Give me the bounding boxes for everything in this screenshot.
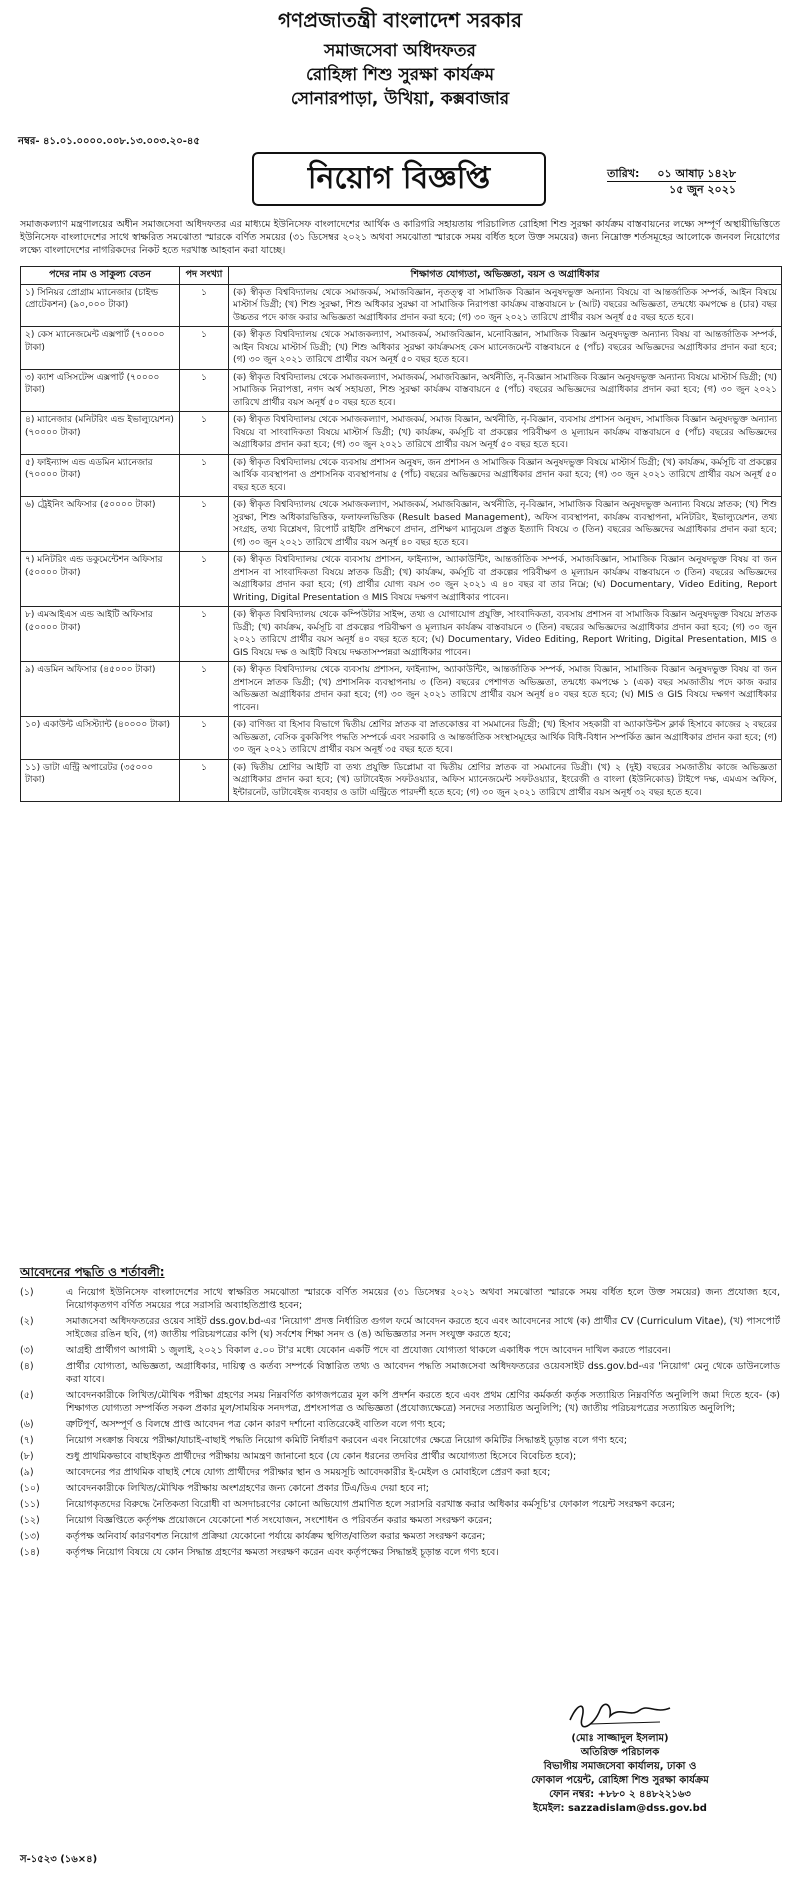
table-row	[21, 454, 782, 497]
ad-reference: স-১৫২৩ (১৬×৪)	[20, 1854, 98, 1865]
condition-number: (২)	[20, 1316, 34, 1327]
post-name: ৩) ক্যাশ এসিসটেন্স এক্সপার্ট (৭০০০০ টাকা)	[21, 369, 180, 412]
condition-text: কর্তৃপক্ষ অনিবার্য কারণবশত নিয়োগ প্রক্রিয়া যেকোনো পর্যায়ে কার্যক্রম স্থগিত/বাতিল করার ক্ষমতা সংরক্ষণ করেন;	[66, 1531, 486, 1542]
list-item	[20, 1360, 780, 1386]
post-name: ১) সিনিয়র প্রোগ্রাম ম্যানেজার (চাইল্ড প্রোটেকশন) (৯০,০০০ টাকা)	[21, 284, 180, 327]
list-item	[20, 1546, 780, 1559]
table-row	[21, 662, 782, 717]
post-count: ১	[180, 717, 229, 760]
condition-text: কর্তৃপক্ষ নিয়োগ বিষয়ে যে কোন সিদ্ধান্ত গ্রহণের ক্ষমতা সংরক্ষণ করেন এবং কর্তৃপক্ষের সিদ্ধান্তই চূড়ান্ত বলে গণ্য হবে।	[66, 1547, 499, 1558]
condition-number: (৬)	[20, 1419, 34, 1430]
date-label: তারিখ:	[607, 167, 640, 180]
post-description: (ক) স্বীকৃত বিশ্ববিদ্যালয় থেকে ব্যবসায় প্রশাসন অনুষদ, জন প্রশাসন ও সামাজিক বিজ্ঞান অনুষদভুক্ত বিষয়ে মাস্টার্স ডিগ্রী; (খ) কার্যক্রম, কর্মসূচি বা প্রকল্পের আর্থিক ব্যবস্থাপনা ও প্রশাসনিক ব্যবস্থাপনায় ৫ (পাঁচ) বছরের অভিজ্ঞদের অগ্রাধিকার প্রদান করা হবে; (গ) ৩০ জুন ২০২১ তারিখে প্রার্থীর বয়স অনূর্ধ ৫০ বছর হতে হবে।	[229, 454, 782, 497]
post-name: ৪) ম্যানেজার (মনিটরিং এন্ড ইভাল্যুয়েশন) (৭০০০০ টাকা)	[21, 412, 180, 455]
condition-number: (৯)	[20, 1467, 34, 1478]
date-english: ১৫ জুন ২০২১	[607, 181, 736, 197]
govt-name: গণপ্রজাতন্ত্রী বাংলাদেশ সরকার	[278, 8, 522, 32]
date-bangla: ০১ আষাঢ় ১৪২৮	[657, 167, 736, 180]
post-description: (ক) স্বীকৃত বিশ্ববিদ্যালয় থেকে সমাজকর্ম, সমাজবিজ্ঞান, নৃতত্ত্ব বা সামাজিক বিজ্ঞান অনুষদভুক্ত অন্যান্য বিষয়ে বা আন্তর্জাতিক সম্পর্ক, আইন বিষয়ে মাস্টার্স ডিগ্রী; (খ) শিশু সুরক্ষা, শিশু অধিকার সুরক্ষা বা সামাজিক নিরাপত্তা কার্যক্রম বাস্তবায়নে ৮ (আট) বছরের অভিজ্ঞতা, তন্মধ্যে কমপক্ষে ৪ (চার) বছর উচ্চতর পদে কাজ করার অভিজ্ঞতা অগ্রাধিকার প্রদান করা হবে; (গ) ৩০ জুন ২০২১ তারিখে প্রার্থীর বয়স অনূর্ধ ৫৫ বছর হতে হবে।	[229, 284, 782, 327]
list-item	[20, 1344, 780, 1357]
signatory-phone: ফোন নম্বর: +৮৮০ ২ ৪৪৮২২১৬৩	[549, 1789, 691, 1800]
list-item	[20, 1498, 780, 1511]
condition-number: (৮)	[20, 1451, 34, 1462]
post-count: ১	[180, 284, 229, 327]
col-header-count: পদ সংখ্যা	[180, 267, 229, 285]
post-name: ৬) ট্রেইনিং অফিসার (৫০০০০ টাকা)	[21, 497, 180, 552]
post-description: (ক) স্বীকৃত বিশ্ববিদ্যালয় থেকে কম্পিউটার সাইন্স, তথ্য ও যোগাযোগ প্রযুক্তি, সাংবাদিকতা, ব্যবসায় প্রশাসন বা সামাজিক বিজ্ঞান অনুষদভুক্ত বিষয়ে স্নাতক ডিগ্রী; (খ) কার্যক্রম, কর্মসূচি বা প্রকল্পের পরিবীক্ষণ ও মূল্যায়ন কার্যক্রম বাস্তবায়নে ৩ (তিন) বছরের অভিজ্ঞদের অগ্রাধিকার প্রদান করা হবে; (গ) ৩০ জুন ২০২১ তারিখে প্রার্থীর বয়স অনূর্ধ ৪০ বছর হতে হবে; (ঘ) Documentary, Video Editing, Report Writing, Digital Presentation, MIS ও GIS বিষয়ে দক্ষ ও আইটি বিষয়ে দক্ষতাসম্পন্নরা অগ্রাধিকার পাবেন।	[229, 607, 782, 662]
conditions-list	[20, 1286, 780, 1562]
post-description: (ক) বাণিজ্য বা হিসাব বিভাগে দ্বিতীয় শ্রেণির স্নাতক বা স্নাতকোত্তর বা সমমানের ডিগ্রী; (খ) হিসাব সহকারী বা অ্যাকাউন্টস ক্লার্ক হিসাবে কাজের ২ বছরের অভিজ্ঞতা, বেসিক বুককিপিং পদ্ধতি সম্পর্কে এবং সরকারি ও আন্তর্জাতিক সংস্থাসমূহের আর্থিক বিধি-বিধান সম্পর্কিত জ্ঞান অগ্রাধিকার প্রদান করা হবে; (গ) ৩০ জুন ২০২১ তারিখে প্রার্থীর বয়স অনূর্ধ ৩৫ বছর হতে হবে।	[229, 717, 782, 760]
table-row	[21, 759, 782, 802]
condition-number: (৫)	[20, 1390, 34, 1401]
letterhead	[0, 6, 800, 111]
table-row	[21, 552, 782, 607]
list-item	[20, 1434, 780, 1447]
signatory-name: (মোঃ সাজ্জাদুল ইসলাম)	[571, 1733, 669, 1744]
office-address: সোনারপাড়া, উখিয়া, কক্সবাজার	[290, 89, 510, 109]
condition-text: নিয়োগকৃতদের বিরুদ্ধে নৈতিকতা বিরোধী বা অসদাচরণের কোনো অভিযোগ প্রমাণিত হলে সরাসরি বরখাস্ত করার অধিকার কর্মসূচি'র ফোকাল পয়েন্ট সংরক্ষণ করেন;	[66, 1499, 675, 1510]
post-name: ১০) একাউন্ট এসিস্ট্যান্ট (৪০০০০ টাকা)	[21, 717, 180, 760]
condition-text: শুধু প্রাথমিকভাবে বাছাইকৃত প্রার্থীদের পরীক্ষায় আমন্ত্রণ জানানো হবে (যে কোন ধরনের তদবির প্রার্থীর অযোগ্যতা হিসেবে বিবেচিত হবে);	[66, 1451, 577, 1462]
handwritten-signature	[560, 1696, 680, 1730]
post-name: ১১) ডাটা এন্ট্রি অপারেটর (৩৫০০০ টাকা)	[21, 759, 180, 802]
condition-number: (১২)	[20, 1515, 40, 1526]
department-name: সমাজসেবা অধিদফতর	[324, 41, 476, 61]
condition-text: প্রার্থীর যোগ্যতা, অভিজ্ঞতা, অগ্রাধিকার, দায়িত্ব ও কর্তব্য সম্পর্কে বিস্তারিত তথ্য ও আবেদন পদ্ধতি সমাজসেবা অধিদফতরের ওয়েবসাইট dss.gov.bd-এর 'নিয়োগ' মেনু থেকে ডাউনলোড করা যাবে।	[66, 1361, 780, 1385]
program-name: রোহিঙ্গা শিশু সুরক্ষা কার্যক্রম	[305, 65, 495, 85]
list-item	[20, 1389, 780, 1415]
condition-number: (১)	[20, 1287, 34, 1298]
intro-paragraph: সমাজকল্যাণ মন্ত্রণালয়ের অধীন সমাজসেবা অধিদফতর এর মাধ্যমে ইউনিসেফ বাংলাদেশের আর্থিক ও কারিগরি সহায়তায় পরিচালিত রোহিঙ্গা শিশু সুরক্ষা কার্যক্রম বাস্তবায়নের লক্ষ্যে সম্পূর্ণ অস্থায়ীভিত্তিতে ইউনিসেফ বাংলাদেশের সাথে স্বাক্ষরিত সমঝোতা স্মারকে বর্ণিত সময়ের (৩১ ডিসেম্বর ২০২১ অথবা সমঝোতা স্মারকে সময় বর্ধিত হলে উক্ত সময়ের) জন্য নিম্নোক্ত শর্তসমূহের আলোকে জনবল নিয়োগের লক্ষ্যে বাংলাদেশের নাগরিকদের নিকট হতে দরখাস্ত আহবান করা যাচ্ছে।	[20, 219, 780, 256]
signatory-designation: অতিরিক্ত পরিচালক	[580, 1747, 660, 1758]
post-name: ৫) ফাইন্যান্স এন্ড এডমিন ম্যানেজার (৭০০০০ টাকা)	[21, 454, 180, 497]
post-count: ১	[180, 412, 229, 455]
conditions-heading: আবেদনের পদ্ধতি ও শর্তাবলী:	[20, 1265, 165, 1279]
list-item	[20, 1482, 780, 1495]
post-count: ১	[180, 552, 229, 607]
condition-number: (১০)	[20, 1483, 40, 1494]
signature-block	[470, 1696, 770, 1816]
post-name: ২) কেস ম্যানেজমেন্ট এক্সপার্ট (৭০০০০ টাকা)	[21, 327, 180, 370]
condition-number: (৪)	[20, 1361, 34, 1372]
table-row	[21, 497, 782, 552]
table-row	[21, 327, 782, 370]
post-count: ১	[180, 759, 229, 802]
col-header-qualification: শিক্ষাগত যোগ্যতা, অভিজ্ঞতা, বয়স ও অগ্রাধিকার	[229, 267, 782, 285]
list-item	[20, 1450, 780, 1463]
post-count: ১	[180, 327, 229, 370]
table-row	[21, 607, 782, 662]
condition-text: নিয়োগ সংক্রান্ত বিষয়ে পরীক্ষা/যাচাই-বাছাই পদ্ধতি নিয়োগ কমিটি নির্ধারণ করবেন এবং নিয়োগের ক্ষেত্রে নিয়োগ কমিটির সিদ্ধান্তই চূড়ান্ত বলে গণ্য হবে;	[66, 1435, 628, 1446]
table-header-row	[21, 267, 782, 285]
post-description: (ক) স্বীকৃত বিশ্ববিদ্যালয় থেকে ব্যবসায় প্রশাসন, ফাইন্যান্স, অ্যাকাউন্টিং, আন্তর্জাতিক সম্পর্ক, সমাজবিজ্ঞান, সামাজিক বিজ্ঞান অনুষদভুক্ত বিষয় বা জন প্রশাসন বা সাংবাদিকতা বিষয়ে স্নাতক ডিগ্রী; (খ) কার্যক্রম, কর্মসূচি বা প্রকল্পের পরিবীক্ষণ ও মূল্যায়ন কার্যক্রম বাস্তবায়নে ৩ (তিন) বছরের অভিজ্ঞদের অগ্রাধিকার প্রদান করা হবে; (গ) প্রার্থীর যোগ্য বয়স ৩০ জুন ২০২১ এ ৪০ বছর বা তার নিম্নে; (ঘ) Documentary, Video Editing, Report Writing, Digital Presentation ও MIS বিষয়ে দক্ষগণ অগ্রাধিকার পাবেন।	[229, 552, 782, 607]
posts-table	[20, 266, 782, 802]
post-name: ৯) এডমিন অফিসার (৪৫০০০ টাকা)	[21, 662, 180, 717]
col-header-post: পদের নাম ও সাকুল্য বেতন	[21, 267, 180, 285]
condition-text: নিয়োগ বিজ্ঞপ্তিতে কর্তৃপক্ষ প্রয়োজনে যেকোনো শর্ত সংযোজন, সংশোধন ও পরিবর্তন করার ক্ষমতা সংরক্ষণ করেন;	[66, 1515, 493, 1526]
table-row	[21, 717, 782, 760]
condition-number: (৩)	[20, 1345, 34, 1356]
list-item	[20, 1418, 780, 1431]
signatory-role: ফোকাল পয়েন্ট, রোহিঙ্গা শিশু সুরক্ষা কার্যক্রম	[531, 1775, 709, 1786]
condition-text: আবেদনের পর প্রাথমিক বাছাই শেষে যোগ্য প্রার্থীদের পরীক্ষার স্থান ও সময়সূচি আবেদকারীর ই-মেইল ও মোবাইলে প্রেরণ করা হবে;	[66, 1467, 551, 1478]
notice-date	[607, 166, 736, 197]
post-name: ৮) এমআইএস এন্ড আইটি অফিসার (৫০০০০ টাকা)	[21, 607, 180, 662]
condition-number: (৭)	[20, 1435, 34, 1446]
post-description: (ক) স্বীকৃত বিশ্ববিদ্যালয় থেকে সমাজকল্যাণ, সমাজকর্ম, সমাজবিজ্ঞান, মনোবিজ্ঞান, সামাজিক বিজ্ঞান অনুষদভুক্ত অন্যান্য বিষয় বা আন্তর্জাতিক সম্পর্ক, আইন বিষয়ে মাস্টার্স ডিগ্রী; (খ) শিশু অধিকার সুরক্ষা কার্যক্রমসহ কেস ম্যানেজমেন্ট বাস্তবায়নে ৫ (পাঁচ) বছরের অভিজ্ঞদের অগ্রাধিকার প্রদান করা হবে; (গ) ৩০ জুন ২০২১ তারিখে প্রার্থীর বয়স অনূর্ধ ৫০ বছর হতে হবে।	[229, 327, 782, 370]
list-item	[20, 1315, 780, 1341]
condition-text: এ নিয়োগ ইউনিসেফ বাংলাদেশের সাথে স্বাক্ষরিত সমঝোতা স্মারকে বর্ণিত সময়ের (৩১ ডিসেম্বর ২০২১ অথবা সমঝোতা স্মারকে সময় বর্ধিত হলে উক্ত সময়ের) জন্য প্রযোজ্য হবে, নিয়োগকৃতগণ বর্ণিত সময়ের পরে সরাসরি অব্যাহতিপ্রাপ্ত হবেন;	[66, 1287, 780, 1311]
table-row	[21, 284, 782, 327]
post-description: (ক) দ্বিতীয় শ্রেণির আইটি বা তথ্য প্রযুক্তি ডিপ্লোমা বা দ্বিতীয় শ্রেণির স্নাতক বা সমমানের ডিগ্রী। (খ) ২ (দুই) বছরের সমজাতীয় কাজে অভিজ্ঞতা অগ্রাধিকার প্রদান করা হবে; (খ) ডাটাবেইজ সফটওয়্যার, অফিস ম্যানেজমেন্ট সফটওয়্যার, ইংরেজী ও বাংলা (ইউনিকোড) টাইপে দক্ষ, এমএস অফিস, ইন্টারনেট, ডাটাবেইজ ব্যবহার ও ডাটা এন্ট্রিতে পারদর্শী হতে হবে; (গ) ৩০ জুন ২০২১ তারিখে প্রার্থীর বয়স অনূর্ধ ৩২ বছর হতে হবে।	[229, 759, 782, 802]
post-count: ১	[180, 662, 229, 717]
signatory-email: ইমেইল: sazzadislam@dss.gov.bd	[533, 1803, 707, 1814]
list-item	[20, 1514, 780, 1527]
condition-text: ত্রুটিপূর্ণ, অসম্পূর্ণ ও বিলম্বে প্রাপ্ত আবেদন পত্র কোন কারণ দর্শানো ব্যতিরেকেই বাতিল বলে গণ্য হবে;	[66, 1419, 446, 1430]
list-item	[20, 1466, 780, 1479]
post-name: ৭) মনিটরিং এন্ড ডকুমেন্টেশন অফিসার (৫০০০০ টাকা)	[21, 552, 180, 607]
post-count: ১	[180, 607, 229, 662]
post-count: ১	[180, 369, 229, 412]
post-count: ১	[180, 454, 229, 497]
post-description: (ক) স্বীকৃত বিশ্ববিদ্যালয় থেকে সমাজকল্যাণ, সমাজকর্ম, সমাজবিজ্ঞান, অর্থনীতি, নৃ-বিজ্ঞান সামাজিক বিজ্ঞান অনুষদভুক্ত অন্যান্য বিষয়ে মাস্টার্স ডিগ্রী; (খ) সামাজিক নিরাপত্তা, নগদ অর্থ সহায়তা, শিশু সুরক্ষা কার্যক্রম বাস্তবায়নে ৫ (পাঁচ) বছরের অভিজ্ঞদের অগ্রাধিকার প্রদান করা হবে; (গ) ৩০ জুন ২০২১ তারিখে প্রার্থীর বয়স অনূর্ধ ৫০ বছর হতে হবে।	[229, 369, 782, 412]
condition-number: (১৩)	[20, 1531, 40, 1542]
list-item	[20, 1286, 780, 1312]
condition-text: আগ্রহী প্রার্থীগণ আগামী ১ জুলাই, ২০২১ বিকাল ৫.০০ টা'র মধ্যে যেকোন একটি পদে বা প্রযোজ্য যোগ্যতা থাকলে একাধিক পদে আবেদন দাখিল করতে পারবেন।	[66, 1345, 671, 1356]
post-description: (ক) স্বীকৃত বিশ্ববিদ্যালয় থেকে সমাজকল্যাণ, সমাজকর্ম, সমাজ বিজ্ঞান, অর্থনীতি, নৃ-বিজ্ঞান, ব্যবসায় প্রশাসন অনুষদ, সামাজিক বিজ্ঞান অনুষদভুক্ত অন্যান্য বিষয়ে বা সাংবাদিকতা বিষয়ে মাস্টার্স ডিগ্রী; (খ) কার্যক্রম, কর্মসূচি বা প্রকল্পের পরিবীক্ষণ ও মূল্যায়ন কার্যক্রম বাস্তবায়নে ৫ (পাঁচ) বছরের অভিজ্ঞদের অগ্রাধিকার প্রদান করা হবে; (গ) ৩০ জুন ২০২১ তারিখে প্রার্থীর বয়স অনূর্ধ ৫০ বছর হতে হবে।	[229, 412, 782, 455]
condition-text: সমাজসেবা অধিদফতরের ওয়েব সাইট dss.gov.bd-এর 'নিয়োগ' প্রদত্ত নির্ধারিত গুগল ফর্মে আবেদন করতে হবে এবং আবেদনের সাথে (ক) প্রার্থীর CV (Curriculum Vitae), (খ) পাসপোর্ট সাইজের রঙিন ছবি, (গ) জাতীয় পরিচয়পত্রের কপি (ঘ) সর্বশেষ শিক্ষা সনদ ও (ঙ) অভিজ্ঞতার সনদ সংযুক্ত করতে হবে;	[66, 1316, 780, 1340]
signatory-office: বিভাগীয় সমাজসেবা কার্যালয়, ঢাকা ও	[543, 1761, 697, 1772]
condition-number: (১১)	[20, 1499, 40, 1510]
list-item	[20, 1530, 780, 1543]
table-row	[21, 412, 782, 455]
condition-text: আবেদনকারীকে লিখিত/মৌখিক পরীক্ষায় অংশগ্রহণের জন্য কোনো প্রকার টিএ/ডিএ দেয়া হবে না;	[66, 1483, 429, 1494]
post-description: (ক) স্বীকৃত বিশ্ববিদ্যালয় থেকে ব্যবসায় প্রশাসন, ফাইন্যান্স, অ্যাকাউন্টিং, আন্তর্জাতিক সম্পর্ক, সমাজ বিজ্ঞান, সামাজিক বিজ্ঞান অনুষদভুক্ত বিষয় বা জন প্রশাসনে স্নাতক ডিগ্রী; (খ) প্রশাসনিক ব্যবস্থাপনায় ৩ (তিন) বছরের পেশাগত অভিজ্ঞতা, তন্মধ্যে কমপক্ষে ১ (এক) বছর সমজাতীয় পদে কাজ করার অভিজ্ঞতা অগ্রাধিকার প্রদান করা হবে; (গ) ৩০ জুন ২০২১ তারিখে প্রার্থীর বয়স অনূর্ধ ৪০ বছর হতে হবে; (ঘ) MIS ও GIS বিষয়ে দক্ষগণ অগ্রাধিকার পাবেন।	[229, 662, 782, 717]
table-row	[21, 369, 782, 412]
post-count: ১	[180, 497, 229, 552]
notice-title: নিয়োগ বিজ্ঞপ্তি	[252, 152, 546, 206]
post-description: (ক) স্বীকৃত বিশ্ববিদ্যালয় থেকে সমাজকল্যাণ, সমাজকর্ম, সমাজবিজ্ঞান, অর্থনীতি, নৃ-বিজ্ঞান, সামাজিক বিজ্ঞান অনুষদভুক্ত অন্যান্য বিষয়ে স্নাতক; (খ) শিশু সুরক্ষা, শিশু অধিকারভিত্তিক, ফলাফলভিত্তিক (Result based Management), অফিস ব্যবস্থাপনা, কার্যক্রম ব্যবস্থাপনা, মনিটরিং, ইভাল্যুয়েশন, তথ্য সংগ্রহ, তথ্য বিশ্লেষণ, রিপোর্ট রাইটিং প্রশিক্ষণে প্রদান, প্রশিক্ষণ ম্যানুয়েল প্রস্তুত ইত্যাদি বিষয়ে ৩ (তিন) বছরের অভিজ্ঞদের অগ্রাধিকার প্রদান করা হবে; (গ) ৩০ জুন ২০২১ তারিখে প্রার্থীর বয়স অনূর্ধ ৪০ বছর হতে হবে।	[229, 497, 782, 552]
memo-number: নম্বর- ৪১.০১.০০০০.০০৮.১৩.০০৩.২০-৪৫	[18, 136, 200, 147]
condition-text: আবেদনকারীকে লিখিত/মৌখিক পরীক্ষা গ্রহণের সময় নিম্নবর্ণিত কাগজপত্রের মূল কপি প্রদর্শন করতে হবে এবং প্রথম শ্রেণির কর্মকর্তা কর্তৃক সত্যায়িত নিম্নবর্ণিত অনুলিপি জমা দিতে হবে- (ক) শিক্ষাগত যোগ্যতা সম্পর্কিত সকল প্রকার মূল/সাময়িক সনদপত্র, প্রশংসাপত্র ও অভিজ্ঞতা (প্রযোজ্যক্ষেত্রে) সনদের সত্যায়িত অনুলিপি; (খ) জাতীয় পরিচয়পত্রের সত্যায়িত অনুলিপি;	[66, 1390, 780, 1414]
condition-number: (১৪)	[20, 1547, 40, 1558]
